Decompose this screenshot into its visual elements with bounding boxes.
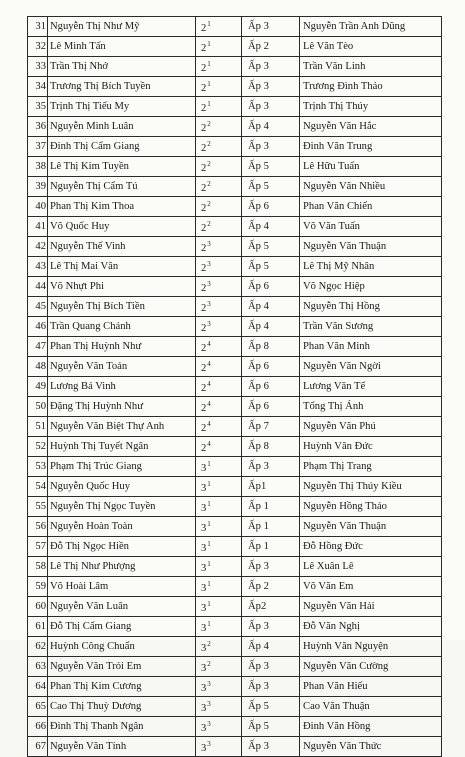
grade-class — [196, 77, 242, 97]
grade-number: 3 — [201, 483, 207, 494]
grade-class — [196, 57, 242, 77]
grade-class — [196, 537, 242, 557]
hamlet: Ấp 7 — [242, 417, 300, 437]
row-number: 58 — [28, 557, 48, 577]
hamlet: Ấp 8 — [242, 337, 300, 357]
hamlet: Ấp 4 — [242, 297, 300, 317]
table-row — [28, 57, 442, 77]
grade-number: 3 — [201, 603, 207, 614]
grade-number: 3 — [201, 503, 207, 514]
grade-class — [196, 137, 242, 157]
grade-class — [196, 257, 242, 277]
hamlet: Ấp 5 — [242, 177, 300, 197]
student-name: Đỗ Thị Cẩm Giang — [48, 617, 196, 637]
parent-name: Trịnh Thị Thúy — [300, 97, 442, 117]
parent-name: Tống Thị Ánh — [300, 397, 442, 417]
row-number: 50 — [28, 397, 48, 417]
grade-class — [196, 577, 242, 597]
hamlet: Ấp 1 — [242, 537, 300, 557]
grade-class — [196, 197, 242, 217]
grade-number: 2 — [201, 203, 207, 214]
grade-class — [196, 297, 242, 317]
hamlet: Ấp 2 — [242, 577, 300, 597]
table-row — [28, 77, 442, 97]
row-number: 39 — [28, 177, 48, 197]
table-row — [28, 157, 442, 177]
table-row — [28, 517, 442, 537]
hamlet: Ấp 3 — [242, 137, 300, 157]
student-name: Phạm Thị Trúc Giang — [48, 457, 196, 477]
student-name: Võ Nhựt Phi — [48, 277, 196, 297]
class-number: 1 — [207, 60, 211, 68]
parent-name: Trần Văn Sương — [300, 317, 442, 337]
row-number: 56 — [28, 517, 48, 537]
row-number: 41 — [28, 217, 48, 237]
grade-number: 2 — [201, 103, 207, 114]
row-number: 66 — [28, 717, 48, 737]
student-name: Phan Thị Kim Cương — [48, 677, 196, 697]
student-name: Nguyễn Thị Cẩm Tú — [48, 177, 196, 197]
grade-number: 2 — [201, 343, 207, 354]
row-number: 38 — [28, 157, 48, 177]
table-row — [28, 577, 442, 597]
row-number: 62 — [28, 637, 48, 657]
parent-name: Nguyễn Hồng Thảo — [300, 497, 442, 517]
class-number: 4 — [207, 400, 211, 408]
hamlet: Ấp 4 — [242, 637, 300, 657]
table-row — [28, 237, 442, 257]
hamlet: Ấp 5 — [242, 717, 300, 737]
table-row — [28, 117, 442, 137]
class-number: 1 — [207, 460, 211, 468]
grade-class — [196, 597, 242, 617]
class-number: 1 — [207, 540, 211, 548]
hamlet: Ấp 5 — [242, 237, 300, 257]
class-number: 3 — [207, 300, 211, 308]
grade-class — [196, 117, 242, 137]
parent-name: Huỳnh Văn Nguyện — [300, 637, 442, 657]
student-name: Trương Thị Bích Tuyền — [48, 77, 196, 97]
table-row — [28, 617, 442, 637]
parent-name: Phan Văn Minh — [300, 337, 442, 357]
hamlet: Ấp 6 — [242, 377, 300, 397]
row-number: 43 — [28, 257, 48, 277]
grade-class — [196, 17, 242, 37]
grade-class — [196, 517, 242, 537]
student-name: Nguyễn Hoàn Toàn — [48, 517, 196, 537]
row-number: 47 — [28, 337, 48, 357]
student-name: Nguyễn Văn Toản — [48, 357, 196, 377]
student-name: Lương Bá Vinh — [48, 377, 196, 397]
hamlet: Ấp 5 — [242, 157, 300, 177]
grade-class — [196, 697, 242, 717]
class-number: 3 — [207, 680, 211, 688]
hamlet: Ấp 2 — [242, 37, 300, 57]
grade-number: 3 — [201, 643, 207, 654]
student-name: Phan Thị Kim Thoa — [48, 197, 196, 217]
grade-number: 2 — [201, 303, 207, 314]
class-number: 4 — [207, 420, 211, 428]
grade-class — [196, 177, 242, 197]
student-name: Nguyễn Thị Ngọc Tuyền — [48, 497, 196, 517]
grade-number: 2 — [201, 363, 207, 374]
class-number: 3 — [207, 720, 211, 728]
parent-name: Nguyễn Thị Thúy Kiều — [300, 477, 442, 497]
grade-number: 2 — [201, 403, 207, 414]
parent-name: Đỗ Hồng Đức — [300, 537, 442, 557]
parent-name: Nguyễn Văn Hắc — [300, 117, 442, 137]
hamlet: Ấp 3 — [242, 617, 300, 637]
row-number: 44 — [28, 277, 48, 297]
grade-class — [196, 357, 242, 377]
row-number: 65 — [28, 697, 48, 717]
class-number: 2 — [207, 120, 211, 128]
student-table-body — [28, 17, 442, 757]
grade-number: 2 — [201, 283, 207, 294]
student-name: Cao Thị Thuỳ Dương — [48, 697, 196, 717]
hamlet: Ấp 6 — [242, 357, 300, 377]
parent-name: Phạm Thị Trang — [300, 457, 442, 477]
student-name: Nguyễn Quốc Huy — [48, 477, 196, 497]
parent-name: Nguyễn Văn Phú — [300, 417, 442, 437]
row-number: 42 — [28, 237, 48, 257]
grade-class — [196, 717, 242, 737]
grade-class — [196, 557, 242, 577]
row-number: 40 — [28, 197, 48, 217]
row-number: 45 — [28, 297, 48, 317]
row-number: 60 — [28, 597, 48, 617]
row-number: 37 — [28, 137, 48, 157]
table-row — [28, 457, 442, 477]
parent-name: Trương Đình Thảo — [300, 77, 442, 97]
student-name: Nguyễn Văn Trỏi Em — [48, 657, 196, 677]
grade-number: 2 — [201, 183, 207, 194]
table-row — [28, 357, 442, 377]
grade-class — [196, 417, 242, 437]
parent-name: Nguyễn Văn Thuận — [300, 237, 442, 257]
grade-number: 3 — [201, 523, 207, 534]
grade-number: 3 — [201, 723, 207, 734]
grade-class — [196, 377, 242, 397]
row-number: 57 — [28, 537, 48, 557]
class-number: 3 — [207, 740, 211, 748]
table-row — [28, 657, 442, 677]
grade-class — [196, 337, 242, 357]
parent-name: Nguyễn Văn Hải — [300, 597, 442, 617]
class-number: 2 — [207, 140, 211, 148]
row-number: 31 — [28, 17, 48, 37]
grade-number: 2 — [201, 223, 207, 234]
class-number: 1 — [207, 600, 211, 608]
hamlet: Ấp 5 — [242, 697, 300, 717]
parent-name: Nguyễn Văn Thuận — [300, 517, 442, 537]
class-number: 4 — [207, 380, 211, 388]
row-number: 61 — [28, 617, 48, 637]
student-name: Nguyễn Văn Tính — [48, 737, 196, 757]
grade-class — [196, 37, 242, 57]
table-row — [28, 197, 442, 217]
row-number: 67 — [28, 737, 48, 757]
grade-number: 3 — [201, 663, 207, 674]
parent-name: Lê Xuân Lê — [300, 557, 442, 577]
row-number: 51 — [28, 417, 48, 437]
class-number: 1 — [207, 100, 211, 108]
parent-name: Phan Văn Chiến — [300, 197, 442, 217]
grade-number: 2 — [201, 443, 207, 454]
grade-class — [196, 497, 242, 517]
grade-number: 2 — [201, 243, 207, 254]
row-number: 49 — [28, 377, 48, 397]
class-number: 2 — [207, 660, 211, 668]
class-number: 3 — [207, 320, 211, 328]
grade-number: 3 — [201, 543, 207, 554]
hamlet: Ấp 3 — [242, 657, 300, 677]
student-name: Trịnh Thị Tiểu My — [48, 97, 196, 117]
class-number: 2 — [207, 640, 211, 648]
grade-class — [196, 477, 242, 497]
grade-number: 3 — [201, 463, 207, 474]
grade-class — [196, 657, 242, 677]
parent-name: Đinh Văn Hồng — [300, 717, 442, 737]
grade-number: 2 — [201, 263, 207, 274]
grade-class — [196, 677, 242, 697]
grade-number: 2 — [201, 423, 207, 434]
class-number: 4 — [207, 360, 211, 368]
student-name: Nguyễn Văn Biệt Thự Anh — [48, 417, 196, 437]
row-number: 35 — [28, 97, 48, 117]
row-number: 55 — [28, 497, 48, 517]
parent-name: Nguyễn Văn Ngời — [300, 357, 442, 377]
hamlet: Ấp 4 — [242, 317, 300, 337]
class-number: 4 — [207, 340, 211, 348]
row-number: 53 — [28, 457, 48, 477]
hamlet: Ấp 3 — [242, 57, 300, 77]
grade-number: 3 — [201, 703, 207, 714]
student-name: Đỗ Thị Ngọc Hiền — [48, 537, 196, 557]
hamlet: Ấp 4 — [242, 217, 300, 237]
grade-number: 2 — [201, 23, 207, 34]
class-number: 1 — [207, 20, 211, 28]
class-number: 2 — [207, 160, 211, 168]
student-name: Huỳnh Thị Tuyết Ngân — [48, 437, 196, 457]
table-row — [28, 717, 442, 737]
student-name: Nguyễn Thế Vinh — [48, 237, 196, 257]
table-row — [28, 17, 442, 37]
table-row — [28, 737, 442, 757]
hamlet: Ấp 3 — [242, 97, 300, 117]
grade-number: 2 — [201, 83, 207, 94]
student-name: Nguyễn Thị Bích Tiền — [48, 297, 196, 317]
table-row — [28, 497, 442, 517]
student-name: Đinh Thị Thanh Ngân — [48, 717, 196, 737]
student-name: Phan Thị Huỳnh Như — [48, 337, 196, 357]
hamlet: Ấp 5 — [242, 257, 300, 277]
table-row — [28, 297, 442, 317]
parent-name: Lê Hữu Tuấn — [300, 157, 442, 177]
parent-name: Nguyễn Văn Cường — [300, 657, 442, 677]
class-number: 4 — [207, 440, 211, 448]
class-number: 2 — [207, 220, 211, 228]
table-row — [28, 437, 442, 457]
table-row — [28, 477, 442, 497]
table-row — [28, 177, 442, 197]
class-number: 1 — [207, 580, 211, 588]
hamlet: Ấp 1 — [242, 517, 300, 537]
grade-number: 3 — [201, 563, 207, 574]
grade-number: 2 — [201, 163, 207, 174]
hamlet: Ấp 3 — [242, 557, 300, 577]
parent-name: Huỳnh Văn Đức — [300, 437, 442, 457]
student-name: Trần Thị Nhớ — [48, 57, 196, 77]
parent-name: Trần Văn Linh — [300, 57, 442, 77]
parent-name: Nguyễn Văn Nhiều — [300, 177, 442, 197]
parent-name: Lê Thị Mỹ Nhân — [300, 257, 442, 277]
hamlet: Ấp1 — [242, 477, 300, 497]
table-row — [28, 677, 442, 697]
class-number: 1 — [207, 620, 211, 628]
grade-number: 2 — [201, 63, 207, 74]
table-row — [28, 377, 442, 397]
parent-name: Phan Văn Hiếu — [300, 677, 442, 697]
row-number: 64 — [28, 677, 48, 697]
hamlet: Ấp 3 — [242, 457, 300, 477]
table-row — [28, 397, 442, 417]
class-number: 1 — [207, 480, 211, 488]
student-name: Lê Thị Mai Vân — [48, 257, 196, 277]
grade-class — [196, 317, 242, 337]
parent-name: Cao Văn Thuận — [300, 697, 442, 717]
row-number: 54 — [28, 477, 48, 497]
student-name: Lê Thị Như Phượng — [48, 557, 196, 577]
table-row — [28, 37, 442, 57]
class-number: 3 — [207, 240, 211, 248]
grade-number: 2 — [201, 143, 207, 154]
parent-name: Nguyễn Trần Anh Dũng — [300, 17, 442, 37]
grade-class — [196, 97, 242, 117]
table-row — [28, 217, 442, 237]
class-number: 1 — [207, 40, 211, 48]
grade-number: 2 — [201, 323, 207, 334]
grade-number: 3 — [201, 623, 207, 634]
hamlet: Ấp 8 — [242, 437, 300, 457]
grade-number: 2 — [201, 123, 207, 134]
row-number: 52 — [28, 437, 48, 457]
grade-class — [196, 457, 242, 477]
parent-name: Nguyễn Văn Thức — [300, 737, 442, 757]
student-table — [27, 16, 442, 757]
grade-number: 3 — [201, 683, 207, 694]
margin-mark — [452, 270, 461, 390]
student-name: Nguyễn Thị Như Mỹ — [48, 17, 196, 37]
table-row — [28, 137, 442, 157]
hamlet: Ấp 6 — [242, 397, 300, 417]
table-row — [28, 257, 442, 277]
student-name: Huỳnh Công Chuẩn — [48, 637, 196, 657]
class-number: 1 — [207, 560, 211, 568]
student-name: Võ Hoài Lâm — [48, 577, 196, 597]
grade-number: 3 — [201, 583, 207, 594]
class-number: 3 — [207, 280, 211, 288]
row-number: 32 — [28, 37, 48, 57]
hamlet: Ấp 3 — [242, 17, 300, 37]
hamlet: Ấp 4 — [242, 117, 300, 137]
row-number: 33 — [28, 57, 48, 77]
hamlet: Ấp 1 — [242, 497, 300, 517]
parent-name: Võ Văn Tuấn — [300, 217, 442, 237]
row-number: 46 — [28, 317, 48, 337]
table-row — [28, 597, 442, 617]
student-name: Lê Minh Tấn — [48, 37, 196, 57]
row-number: 59 — [28, 577, 48, 597]
grade-class — [196, 157, 242, 177]
table-row — [28, 277, 442, 297]
table-row — [28, 537, 442, 557]
parent-name: Lê Văn Tèo — [300, 37, 442, 57]
class-number: 1 — [207, 520, 211, 528]
parent-name: Nguyễn Thị Hồng — [300, 297, 442, 317]
row-number: 48 — [28, 357, 48, 377]
row-number: 63 — [28, 657, 48, 677]
student-name: Lê Thị Kim Tuyền — [48, 157, 196, 177]
parent-name: Võ Văn Em — [300, 577, 442, 597]
table-row — [28, 97, 442, 117]
grade-class — [196, 437, 242, 457]
student-name: Trần Quang Chánh — [48, 317, 196, 337]
grade-class — [196, 277, 242, 297]
class-number: 1 — [207, 500, 211, 508]
hamlet: Ấp 3 — [242, 677, 300, 697]
grade-class — [196, 737, 242, 757]
class-number: 2 — [207, 200, 211, 208]
table-row — [28, 337, 442, 357]
grade-class — [196, 617, 242, 637]
class-number: 3 — [207, 260, 211, 268]
parent-name: Đinh Văn Trung — [300, 137, 442, 157]
hamlet: Ấp 3 — [242, 77, 300, 97]
student-name: Nguyễn Minh Luân — [48, 117, 196, 137]
parent-name: Võ Ngọc Hiệp — [300, 277, 442, 297]
class-number: 2 — [207, 180, 211, 188]
grade-number: 2 — [201, 43, 207, 54]
student-name: Đặng Thị Huỳnh Như — [48, 397, 196, 417]
hamlet: Ấp 3 — [242, 737, 300, 757]
student-name: Võ Quốc Huy — [48, 217, 196, 237]
hamlet: Ấp 6 — [242, 197, 300, 217]
hamlet: Ấp 6 — [242, 277, 300, 297]
grade-number: 2 — [201, 383, 207, 394]
table-row — [28, 557, 442, 577]
class-number: 3 — [207, 700, 211, 708]
grade-class — [196, 237, 242, 257]
grade-class — [196, 217, 242, 237]
table-row — [28, 417, 442, 437]
hamlet: Ấp2 — [242, 597, 300, 617]
student-name: Đinh Thị Cẩm Giang — [48, 137, 196, 157]
class-number: 1 — [207, 80, 211, 88]
row-number: 34 — [28, 77, 48, 97]
grade-number: 3 — [201, 743, 207, 754]
grade-class — [196, 397, 242, 417]
parent-name: Lương Văn Tế — [300, 377, 442, 397]
parent-name: Đỗ Văn Nghị — [300, 617, 442, 637]
row-number: 36 — [28, 117, 48, 137]
student-name: Nguyễn Văn Luân — [48, 597, 196, 617]
table-row — [28, 697, 442, 717]
table-row — [28, 317, 442, 337]
